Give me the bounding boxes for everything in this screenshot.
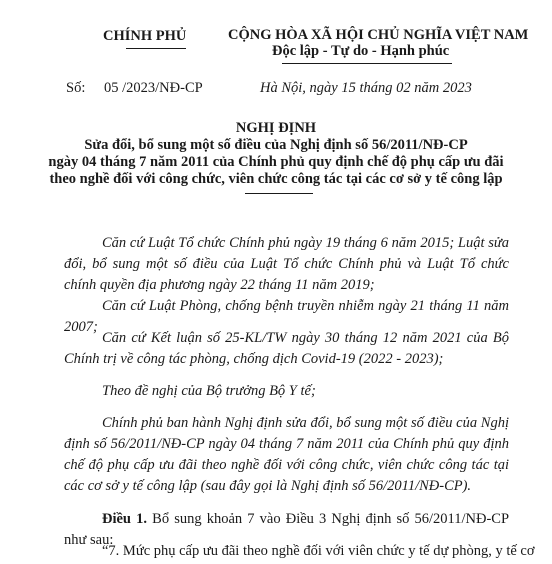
article-1-text: Bổ sung khoản 7 vào Điều 3 Nghị định số 56/2011/NĐ-CP như sau: [64,511,510,548]
preamble-paragraph-3: Căn cứ Kết luận số 25-KL/TW ngày 30 tháng 12 năm 2021 của Bộ Chính trị về công tác phòng, chống dịch Covid-19 (2022 - 2023); [64,330,509,367]
preamble-paragraph-1: Căn cứ Luật Tổ chức Chính phủ ngày 19 tháng 6 năm 2015; Luật sửa đổi, bổ sung một số điều của Luật Tổ chức Chính phủ và Luật Tổ chức chính quyền địa phương ngày 22 tháng 11 năm 2019; [64,235,509,293]
preamble-paragraph-4: Theo đề nghị của Bộ trưởng Bộ Y tế; [102,383,316,399]
title-line-1: Sửa đổi, bổ sung một số điều của Nghị định số 56/2011/NĐ-CP [84,137,468,153]
article-1-label: Điều 1. [102,511,148,527]
preamble-paragraph-2: Căn cứ Luật Phòng, chống bệnh truyền nhiễm ngày 21 tháng 11 năm 2007; [64,298,509,335]
title-line-2: ngày 04 tháng 7 năm 2011 của Chính phủ quy định chế độ phụ cấp ưu đãi [48,154,504,170]
preamble-paragraph-5: Chính phủ ban hành Nghị định sửa đổi, bổ sung một số điều của Nghị định số 56/2011/NĐ-CP ngày 04 tháng 7 năm 2011 của Chính phủ quy định chế độ phụ cấp ưu đãi theo nghề đối với công chức, viên chức công tác tại các cơ sở y tế công lập (sau đây gọi là Nghị định số 56/2011/NĐ-CP). [64,415,509,494]
country-name: CỘNG HÒA XÃ HỘI CHỦ NGHĨA VIỆT NAM [228,27,529,43]
motto-underline [282,63,452,64]
clause-7: “7. Mức phụ cấp ưu đãi theo nghề đối với viên chức y tế dự phòng, y tế cơ [102,543,535,559]
document-type: NGHỊ ĐỊNH [235,120,317,136]
document-number: 05 /2023/NĐ-CP [104,80,203,96]
number-label: Số: [66,80,86,96]
issuer-underline [126,48,186,49]
place-date: Hà Nội, ngày 15 tháng 02 năm 2023 [260,80,472,96]
issuer: CHÍNH PHỦ [103,28,187,44]
title-underline [245,193,313,194]
title-line-3: theo nghề đối với công chức, viên chức công tác tại các cơ sở y tế công lập [49,171,503,187]
motto: Độc lập - Tự do - Hạnh phúc [272,43,450,59]
